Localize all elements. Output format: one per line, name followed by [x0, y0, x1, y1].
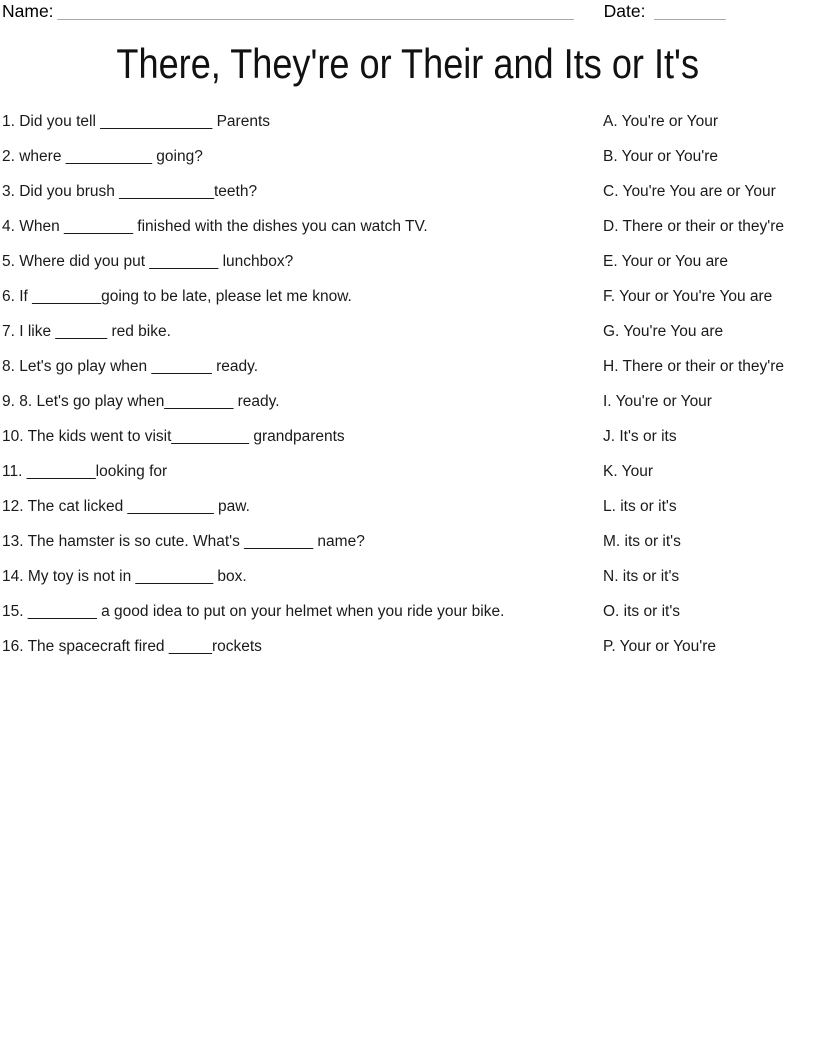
- answer-item: P. Your or You're: [603, 638, 717, 655]
- answer-item: L. its or it's: [603, 498, 677, 515]
- question-item: 13. The hamster is so cute. What's ________ name?: [2, 533, 365, 550]
- answer-item: N. its or it's: [603, 568, 680, 585]
- date-blank-line: ________: [654, 4, 726, 21]
- answer-item: A. You're or Your: [603, 113, 719, 130]
- answer-item: D. There or their or they're: [603, 218, 784, 235]
- answer-item: K. Your: [603, 463, 653, 480]
- answer-item: B. Your or You're: [603, 148, 719, 165]
- answer-item: E. Your or You are: [603, 253, 728, 270]
- answer-item: M. its or it's: [603, 533, 681, 550]
- question-item: 15. ________ a good idea to put on your helmet when you ride your bike.: [2, 603, 505, 620]
- question-item: 7. I like ______ red bike.: [2, 323, 171, 340]
- question-item: 12. The cat licked __________ paw.: [2, 498, 250, 515]
- question-item: 16. The spacecraft fired _____rockets: [2, 638, 262, 655]
- answer-item: O. its or it's: [603, 603, 681, 620]
- answers-column: [603, 104, 813, 664]
- name-blank-line: __________________________________________________________: [57, 4, 574, 21]
- question-item: 3. Did you brush ___________teeth?: [2, 183, 258, 200]
- question-item: 5. Where did you put ________ lunchbox?: [2, 253, 294, 270]
- title-container: [0, 40, 816, 88]
- date-label: Date:: [603, 1, 646, 21]
- question-item: 10. The kids went to visit_________ grandparents: [2, 428, 345, 445]
- worksheet-title: There, They're or Their and Its or It's: [116, 40, 700, 87]
- answer-item: I. You're or Your: [603, 393, 712, 410]
- question-item: 6. If ________going to be late, please let me know.: [2, 288, 352, 305]
- answer-item: G. You're You are: [603, 323, 724, 340]
- question-item: 9. 8. Let's go play when________ ready.: [2, 393, 280, 410]
- questions-column: [2, 104, 598, 664]
- answer-item: C. You're You are or Your: [603, 183, 776, 200]
- question-item: 8. Let's go play when _______ ready.: [2, 358, 259, 375]
- question-item: 4. When ________ finished with the dishes you can watch TV.: [2, 218, 428, 235]
- answer-item: H. There or their or they're: [603, 358, 784, 375]
- question-item: 1. Did you tell _____________ Parents: [2, 113, 271, 130]
- answer-item: J. It's or its: [603, 428, 677, 445]
- question-item: 11. ________looking for: [2, 463, 168, 480]
- name-label: Name:: [2, 1, 54, 21]
- question-item: 2. where __________ going?: [2, 148, 203, 165]
- header: [2, 1, 726, 22]
- answer-item: F. Your or You're You are: [603, 288, 773, 305]
- question-item: 14. My toy is not in _________ box.: [2, 568, 247, 585]
